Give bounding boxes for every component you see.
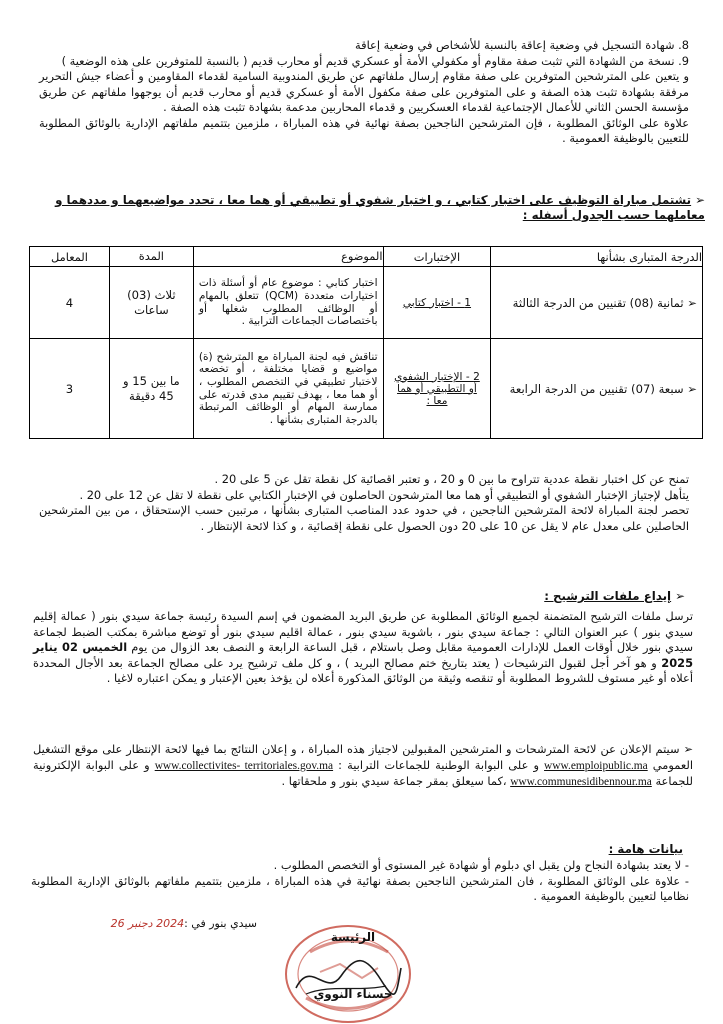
deposit-heading: ➢إيداع ملفات الترشيح : [544, 589, 685, 603]
grading-rule-2: يتأهل لإجتياز الإختبار الشفوي أو التطبيقي أو هما معا المترشحون الحاصلون في الإختبار الكتابي على نقطة لا تقل عن 12 على 20 . [79, 487, 689, 502]
resistance-paragraph: و يتعين على المترشحين المتوفرين على صفة مقاوم إرسال ملفاتهم عن طريق المندوبية السامية لقدماء المقاومين و أعضاء جيش التحرير مرفقة بشهادة تثبت هذه الصفة و على المتوفرين على صفة مكفول الأمة أو عسكري قديم أو محارب قديم أن يوجهوا ملفاتهم عن طريق مؤسسة الحسن الثاني للأعمال الإجتماعية لقدماء العسكريين و قدماء المحاربين مدعمة بشهادة تثبت هذه الصفة . [39, 69, 689, 114]
header-coefficient: المعامل [30, 247, 110, 267]
table-row [30, 339, 703, 439]
signatory-name: حسناء النووي [313, 987, 393, 1001]
table-header-row [30, 247, 703, 267]
exam-structure-heading: ➢تشتمل مباراة التوظيف على اختبار كتابي ، و اختبار شفوي أو تطبيقي أو هما معا ، تحدد مواضيعهما و مددهما و معاملهما حسب الجدول أسفله : [55, 193, 705, 222]
exam-table [29, 246, 703, 439]
arrow-bullet-icon: ➢ [679, 742, 693, 756]
link-collectivites[interactable]: www.collectivites- territoriales.gov.ma [154, 759, 334, 772]
topic-cell: اختبار كتابي : موضوع عام أو أسئلة ذات اختيارات متعددة (QCM) تتعلق بالمهام أو الوظائف المطلوب شغلها أو باختصاصات الجماعات الترابية . [193, 267, 383, 339]
handwritten-signature-icon [286, 948, 406, 1008]
link-emploipublic[interactable]: www.emploipublic.ma [544, 759, 648, 772]
announcement-paragraph: ➢ سيتم الإعلان عن لائحة المترشحات و المترشحين المقبولين لاجتياز هذه المباراة ، و إعلان النتائج بما فيها لائحة الإنتظار على موقع التشغيل العمومي www.emploipublic.ma و على البوابة الوطنية للجماعات الترابية : www.collectivites- territoriales.gov.ma و على البوابة الإلكترونية للجماعة www.communesidibennour.ma ،كما سيعلق بمقر جماعة سيدي بنور و ملحقاتها . [33, 742, 693, 788]
deadline-date: الخميس 02 يناير 2025 [33, 640, 693, 670]
item-8: 8. شهادة التسجيل في وضعية إعاقة بالنسبة للأشخاص في وضعية إعاقة [355, 38, 689, 52]
coefficient-cell: 4 [30, 267, 110, 339]
notes [31, 858, 689, 905]
duration-cell: ثلاث (03) ساعات [109, 267, 193, 339]
notes-heading: بيانات هامة : [608, 842, 683, 856]
grading-rules [39, 472, 689, 534]
grade-cell: ➢ سبعة (07) تقنيين من الدرجة الرابعة [491, 339, 703, 439]
header-tests: الإختبارات [383, 247, 491, 267]
grading-rule-3: تحصر لجنة المباراة لائحة المترشحين الناجحين ، في حدود عدد المناصب المتبارى بشأنها ، مرتبين حسب الإستحقاق ، من بين المترشحين الحاصلين على معدل عام لا يقل عن 10 على 20 دون الحصول على نقطة إقصائية ، و كذا لائحة الإنتظار . [39, 503, 689, 533]
header-duration: المدة [109, 247, 193, 267]
place-date: سيدي بنور في :2024 دجنبر 26 [110, 917, 257, 930]
arrow-bullet-icon: ➢ [675, 589, 685, 603]
test-cell: 2 - الإختبار الشفوي أو التطبيقي أو هما معا : [383, 339, 491, 439]
admin-docs-paragraph: علاوة على الوثائق المطلوبة ، فإن المترشحين الناجحين بصفة نهائية في هذه المباراة ، ملزمين بتتميم ملفاتهم الإدارية بالوثائق المطلوبة للتعيين بالوظيفة العمومية . [39, 115, 689, 145]
note-2: - علاوة على الوثائق المطلوبة ، فان المترشحين الناجحين بصفة نهائية في هذه المباراة ، ملزمين بتتميم ملفاتهم بالوثائق الإدارية المطلوبة نظاميا لتعيين بالوظيفة العمومية . [31, 873, 689, 903]
coefficient-cell: 3 [30, 339, 110, 439]
arrow-bullet-icon: ➢ [695, 193, 705, 207]
item-9: 9. نسخة من الشهادة التي تثبت صفة مقاوم أو مكفولي الأمة أو عسكري قديم أو محارب قديم ( بالنسبة للمتوفرين على هذه الوضعية ) [61, 53, 689, 68]
deposit-paragraph: ترسل ملفات الترشيح المتضمنة لجميع الوثائق المطلوبة عن طريق البريد المضمون في إسم السيدة رئيسة جماعة سيدي بنور ( عمالة إقليم سيدي بنور ) عبر العنوان التالي : جماعة سيدي بنور ، باشوية سيدي بنور ، عمالة اقليم سيدي بنور أو توضع مباشرة بمكتب الضبط لجماعة سيدي بنور خلال أوقات العمل للإدارات العمومية مقابل وصل باستلام ، قبل الساعة الرابعة و النصف بعد الزوال من يوم الخميس 02 يناير 2025 و هو آخر أجل لقبول الترشيحات ( يعتد بتاريخ ختم مصالح البريد ) ، و كل ملف ترشيح يرد على مصالح الجماعة بعد الأجال المحددة أعلاه أو غير مستوف للشروط المطلوبة أو تنقصه وثيقة من الوثائق المذكورة أعلاه لن يؤخذ بعين الإعتبار و يمكن اعتباره لاغيا . [33, 609, 693, 685]
check-arrow-icon: ➢ [683, 381, 697, 396]
documents-list-continued [39, 38, 689, 147]
check-arrow-icon: ➢ [683, 295, 697, 310]
header-topic: الموضوع [193, 247, 383, 267]
signatory-title: الرئيسة [330, 930, 376, 944]
table-row [30, 267, 703, 339]
test-cell: 1 - اختبار كتابي [383, 267, 491, 339]
duration-cell: ما بين 15 و 45 دقيقة [109, 339, 193, 439]
link-commune[interactable]: www.communesidibennour.ma [510, 776, 652, 788]
grading-rule-1: تمنح عن كل اختبار نقطة عددية تتراوح ما بين 0 و 20 ، و تعتبر اقصائية كل نقطة تقل عن 5 على 20 . [214, 472, 689, 486]
date-value: 2024 دجنبر 26 [110, 917, 185, 930]
header-grade: الدرجة المتبارى بشأنها [491, 247, 703, 267]
note-1: - لا يعتد بشهادة النجاح ولن يقبل اي دبلوم أو شهادة غير المستوى أو التخصص المطلوب . [273, 858, 689, 872]
grade-cell: ➢ ثمانية (08) تقنيين من الدرجة الثالثة [491, 267, 703, 339]
topic-cell: تناقش فيه لجنة المباراة مع المترشح (ة) مواضيع و قضايا مختلفة ، أو تخضعه لاختبار تطبيقي في التخصص المطلوب ، أو هما معا ، بهدف تقييم مدى قدرته على ممارسة المهام أو الوظائف المرتبطة بالدرجة المتبارى بشأنها . [193, 339, 383, 439]
